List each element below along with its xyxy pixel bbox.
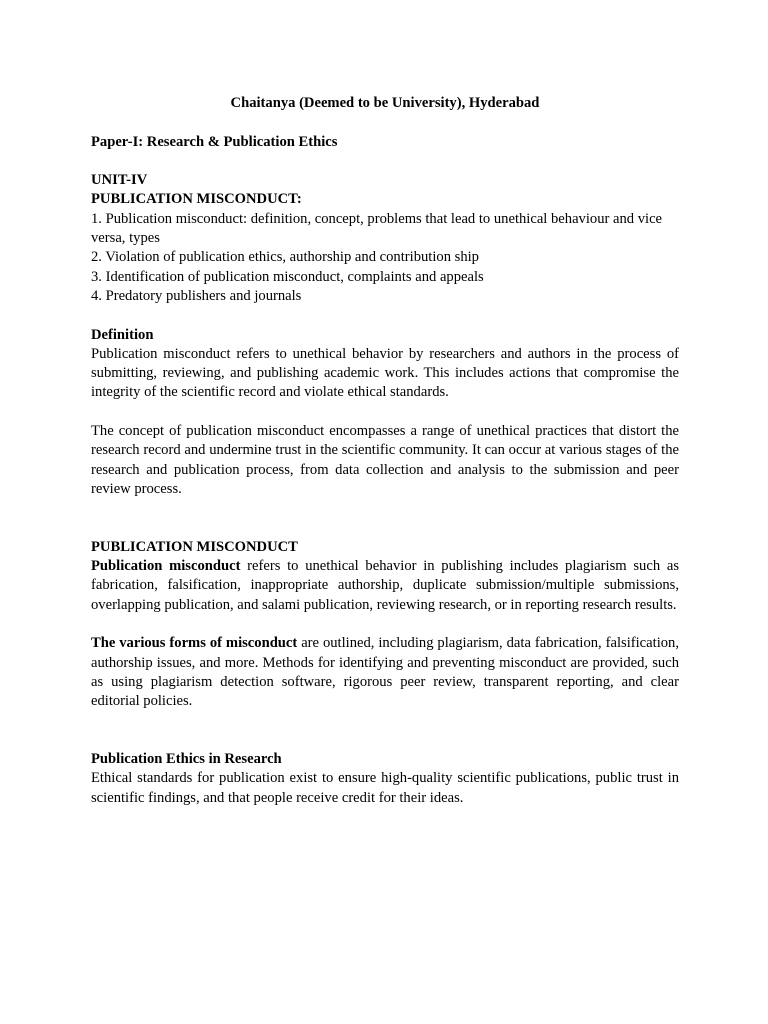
- ethics-heading: Publication Ethics in Research: [91, 751, 282, 768]
- syllabus-item: 3. Identification of publication misconduct, complaints and appeals: [91, 268, 484, 285]
- misconduct-term: Publication misconduct: [91, 558, 241, 575]
- definition-paragraph: Publication misconduct refers to unethical behavior by researchers and authors in the process of submitting, reviewing, and publishing academic work. This includes actions that compromise the integrity of the scientific record and violate ethical standards.: [91, 345, 679, 401]
- spacer: [91, 152, 679, 171]
- forms-text: are outlined, including plagiarism, data fabrication, falsification, authorship issues, and more. Methods for identifying and preventing misconduct are provided, such as using plagiarism detection software, rigorous peer review, transparent reporting, and clear editorial policies.: [91, 635, 679, 710]
- spacer: [91, 712, 679, 751]
- forms-term: The various forms of misconduct: [91, 635, 298, 652]
- spacer: [91, 615, 679, 634]
- syllabus-item: 1. Publication misconduct: definition, concept, problems that lead to unethical behaviour and vice versa, types: [91, 210, 663, 247]
- misconduct-paragraph: [91, 557, 679, 615]
- document-page: [91, 94, 679, 808]
- misconduct-heading: PUBLICATION MISCONDUCT: [91, 538, 298, 555]
- ethics-paragraph: Ethical standards for publication exist to ensure high-quality scientific publications, public trust in scientific findings, and that people receive credit for their ideas.: [91, 770, 679, 806]
- spacer: [91, 306, 679, 325]
- syllabus-list: [91, 210, 679, 306]
- unit-topic: PUBLICATION MISCONDUCT:: [91, 191, 302, 208]
- definition-heading: Definition: [91, 326, 154, 343]
- forms-paragraph: [91, 634, 679, 711]
- spacer: [91, 499, 679, 538]
- misconduct-text: refers to unethical behavior in publishing includes plagiarism such as fabrication, falsification, inappropriate authorship, duplicate submission/multiple submissions, overlapping publication, and salami publication, reviewing research, or in reporting research results.: [91, 558, 680, 613]
- syllabus-item: 4. Predatory publishers and journals: [91, 287, 302, 304]
- institution-title: Chaitanya (Deemed to be University), Hyderabad: [230, 95, 540, 111]
- syllabus-item: 2. Violation of publication ethics, authorship and contribution ship: [91, 249, 479, 266]
- spacer: [91, 403, 679, 422]
- paper-title: Paper-I: Research & Publication Ethics: [91, 133, 338, 150]
- concept-paragraph: The concept of publication misconduct encompasses a range of unethical practices that distort the research record and undermine trust in the scientific community. It can occur at various stages of the research and publication process, from data collection and analysis to the submission and peer review process.: [91, 423, 679, 497]
- spacer: [91, 113, 679, 132]
- unit-label: UNIT-IV: [91, 172, 148, 189]
